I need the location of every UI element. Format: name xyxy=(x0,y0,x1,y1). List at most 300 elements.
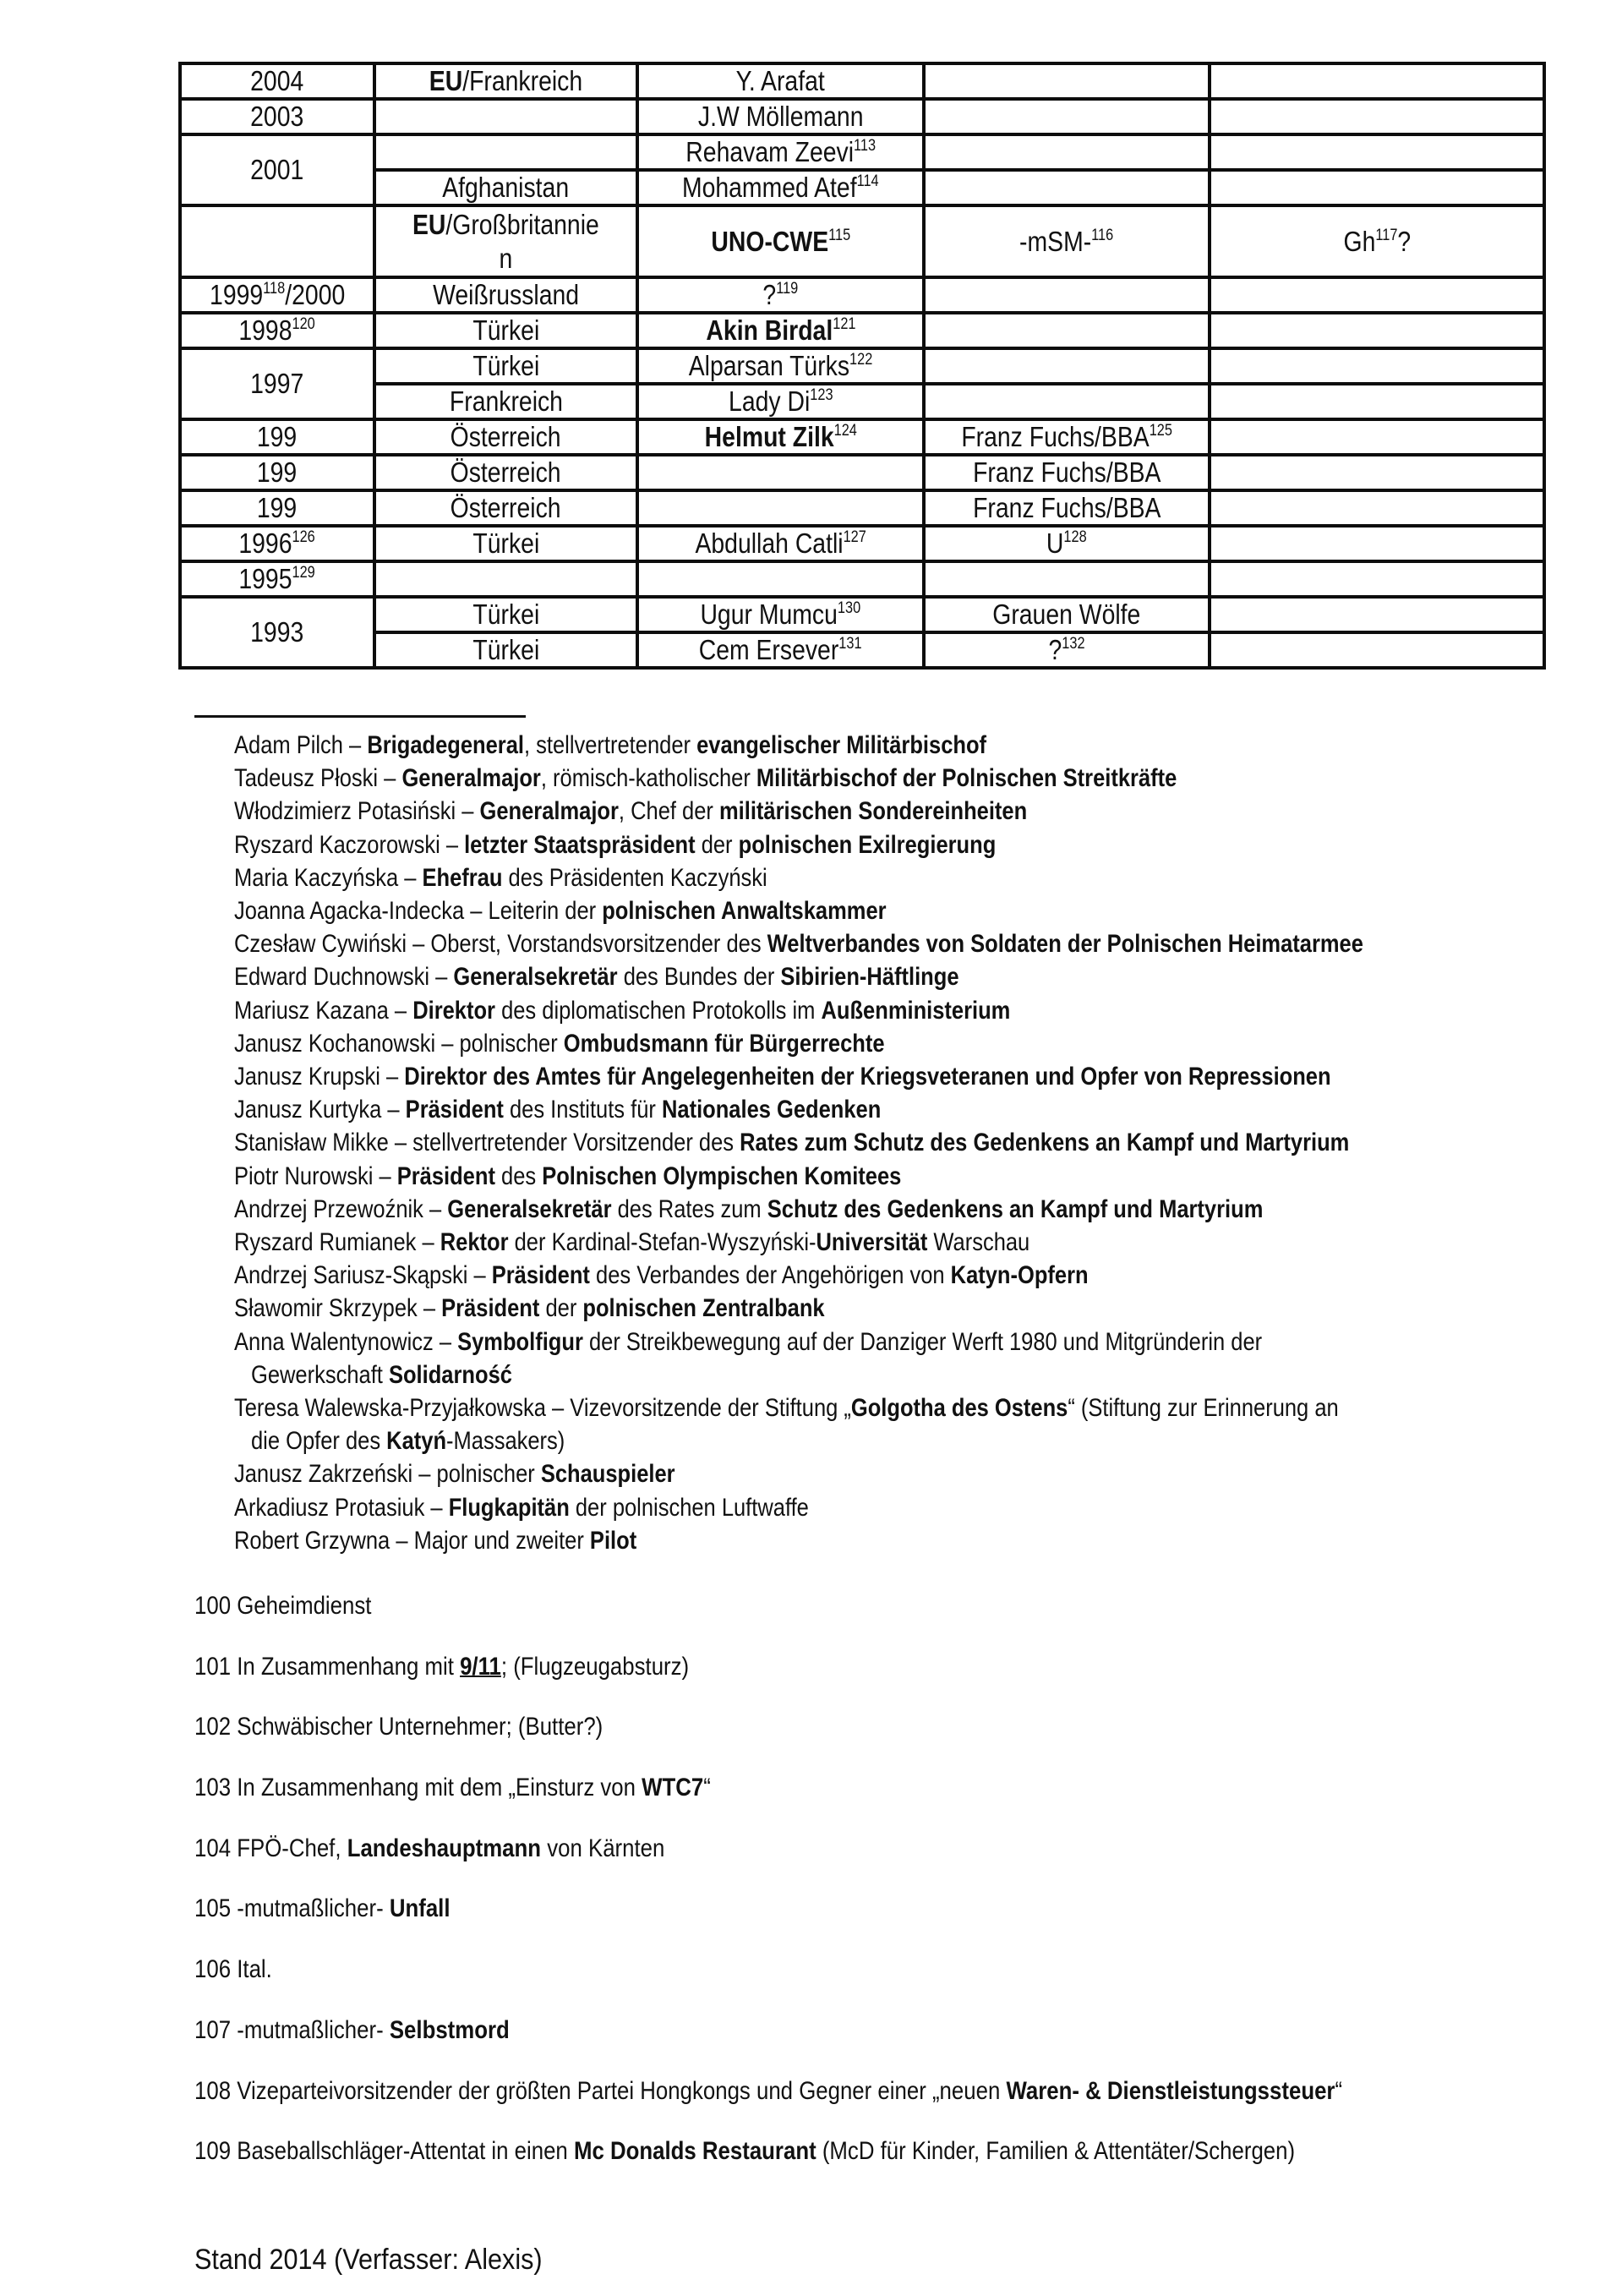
events-table xyxy=(178,62,1546,670)
footnote-ref: 130 xyxy=(838,599,861,617)
plain-text: In Zusammenhang mit xyxy=(237,1652,461,1681)
footnote-ref: 125 xyxy=(1149,422,1172,440)
note-cell xyxy=(1210,99,1544,134)
perpetrator-cell xyxy=(924,170,1210,205)
footnote-number: 101 xyxy=(194,1652,232,1681)
plain-text: Warschau xyxy=(927,1228,1030,1257)
victim-name: Tadeusz Płoski xyxy=(234,764,379,793)
footnote-number: 108 xyxy=(194,2076,232,2105)
victim-entry xyxy=(234,1292,1553,1325)
victim-entry-continued xyxy=(234,1424,1553,1457)
country-cell xyxy=(374,277,637,313)
perpetrator-cell xyxy=(924,632,1210,668)
perpetrator-cell xyxy=(924,99,1210,134)
year-text: 2004 xyxy=(250,65,304,96)
dash: – xyxy=(464,897,489,926)
year-text: 1995 xyxy=(238,563,292,594)
bold-text: Waren- & Dienstleistungssteuer xyxy=(1006,2076,1335,2105)
note-cell xyxy=(1210,632,1544,668)
country-cell xyxy=(374,313,637,348)
bold-text: Ombudsmann für Bürgerrechte xyxy=(563,1029,885,1058)
dash: – xyxy=(456,797,480,826)
victim-name: Andrzej Sariusz-Skąpski xyxy=(234,1261,468,1290)
table-row xyxy=(180,597,1544,632)
victim-name: Włodzimierz Potasiński xyxy=(234,797,456,826)
dash: – xyxy=(412,1460,437,1489)
dash: – xyxy=(416,1228,440,1257)
dash: – xyxy=(424,1493,449,1522)
footnote xyxy=(194,1710,1564,1771)
country-text: Weißrussland xyxy=(433,279,579,310)
victim-name: Joanna Agacka-Indecka xyxy=(234,897,465,926)
perpetrator-cell xyxy=(924,561,1210,597)
year-text: 1997 xyxy=(250,368,304,399)
year-text: 1993 xyxy=(250,616,304,648)
bold-text: Schauspieler xyxy=(540,1460,675,1489)
dash: – xyxy=(342,731,368,759)
footnote xyxy=(194,2075,1564,2135)
note-cell xyxy=(1210,561,1544,597)
person-cell xyxy=(637,561,924,597)
plain-text: FPÖ-Chef, xyxy=(237,1834,347,1862)
victim-entry xyxy=(234,1193,1553,1226)
bold-text: Nationales Gedenken xyxy=(661,1096,882,1124)
person-bold: Helmut Zilk xyxy=(704,421,834,452)
country-text: Türkei xyxy=(472,634,539,665)
country-cell xyxy=(374,348,637,384)
bold-text: Ehefrau xyxy=(422,863,503,892)
perpetrator-cell xyxy=(924,526,1210,561)
dash: – xyxy=(429,963,454,992)
country-text: /Großbritannie xyxy=(445,208,599,240)
plain-text: polnischer xyxy=(459,1029,564,1058)
dash: – xyxy=(423,1194,448,1223)
footnote-ref: 127 xyxy=(843,528,866,546)
bold-text: Mc Donalds Restaurant xyxy=(573,2137,816,2166)
dash: – xyxy=(417,1294,442,1323)
country-cell xyxy=(374,561,637,597)
dash: – xyxy=(390,1526,414,1555)
year-cell xyxy=(180,419,374,455)
country-text: Österreich xyxy=(451,456,561,488)
footnote-ref: 128 xyxy=(1063,528,1087,546)
dash: – xyxy=(378,764,402,793)
plain-text: des Bundes der xyxy=(617,963,781,992)
bold-text: Universität xyxy=(816,1228,928,1257)
victim-entry xyxy=(234,1093,1553,1126)
perpetrator-cell xyxy=(924,348,1210,384)
bold-text: Landeshauptmann xyxy=(347,1834,542,1862)
perpetrator-text: Franz Fuchs/BBA xyxy=(972,492,1161,523)
footnote xyxy=(194,1771,1564,1832)
footnote-ref: 126 xyxy=(292,528,316,546)
perpetrator-cell xyxy=(924,419,1210,455)
victim-name: Piotr Nurowski xyxy=(234,1162,374,1190)
plain-text: der xyxy=(695,830,739,859)
country-text: Türkei xyxy=(472,350,539,381)
victim-entry xyxy=(234,927,1553,960)
victim-name: Robert Grzywna xyxy=(234,1526,390,1555)
perpetrator-text: Franz Fuchs/BBA xyxy=(961,421,1150,452)
perpetrator-cell xyxy=(924,277,1210,313)
plain-text: der polnischen Luftwaffe xyxy=(569,1493,809,1522)
person-text: Cem Ersever xyxy=(699,634,839,665)
year-text: 199 xyxy=(257,492,298,523)
person-text: J.W Möllemann xyxy=(697,101,864,132)
plain-text: des Rates zum xyxy=(611,1194,767,1223)
bold-text: Golgotha des Ostens xyxy=(850,1394,1068,1423)
year-cell xyxy=(180,597,374,668)
perpetrator-text: U xyxy=(1046,528,1064,559)
footnote xyxy=(194,2135,1564,2195)
bold-text: Brigadegeneral xyxy=(367,731,524,759)
table-row xyxy=(180,348,1544,384)
year-cell xyxy=(180,277,374,313)
plain-text: der Streikbewegung auf der Danziger Werft 1980 und Mitgründerin der xyxy=(582,1327,1263,1356)
bold-text: Generalsekretär xyxy=(453,963,618,992)
country-text-wrap: n xyxy=(499,242,513,274)
year-text: 2001 xyxy=(250,154,304,185)
table-row xyxy=(180,526,1544,561)
footnote-number: 107 xyxy=(194,2015,232,2044)
note-cell xyxy=(1210,419,1544,455)
victim-name: Anna Walentynowicz xyxy=(234,1327,434,1356)
person-text: Rehavam Zeevi xyxy=(685,136,854,167)
bold-text: militärischen Sondereinheiten xyxy=(718,797,1028,826)
person-cell xyxy=(637,170,924,205)
plain-text: Schwäbischer Unternehmer; (Butter?) xyxy=(237,1713,603,1741)
footnote-ref: 114 xyxy=(856,172,879,190)
bold-text: Weltverbandes von Soldaten der Polnischen Heimatarmee xyxy=(767,930,1363,959)
victim-entry xyxy=(234,960,1553,993)
person-cell xyxy=(637,99,924,134)
footnote-ref: 116 xyxy=(1091,226,1114,244)
bold-text: Präsident xyxy=(405,1096,504,1124)
person-cell xyxy=(637,632,924,668)
footnote-number: 100 xyxy=(194,1592,232,1620)
bold-text: Katyn-Opfern xyxy=(950,1261,1089,1290)
table-row xyxy=(180,134,1544,170)
bold-text: Generalmajor xyxy=(479,797,619,826)
country-text: Österreich xyxy=(451,492,561,523)
bold-text: Generalmajor xyxy=(401,764,541,793)
dash: – xyxy=(380,1063,405,1091)
perpetrator-cell xyxy=(924,384,1210,419)
plain-text: -mutmaßlicher- xyxy=(237,1894,390,1923)
victim-entry xyxy=(234,1027,1553,1060)
victim-entry-continued xyxy=(234,1358,1553,1391)
dash: – xyxy=(435,1029,460,1058)
country-cell xyxy=(374,490,637,526)
bold-text: polnischen Zentralbank xyxy=(582,1294,825,1323)
dash: – xyxy=(388,996,413,1025)
bold-text: Pilot xyxy=(589,1526,637,1555)
country-text: /Frankreich xyxy=(462,65,583,96)
footnote xyxy=(194,1589,1564,1650)
country-text: Österreich xyxy=(451,421,561,452)
victim-name: Stanisław Mikke xyxy=(234,1129,389,1157)
victim-name: Janusz Zakrzeński xyxy=(234,1460,413,1489)
footnote-ref: 113 xyxy=(853,137,876,155)
note-cell xyxy=(1210,170,1544,205)
bold-text: Präsident xyxy=(441,1294,540,1323)
victim-entry xyxy=(234,1226,1553,1259)
note-cell xyxy=(1210,597,1544,632)
plain-text: Leiterin der xyxy=(488,897,603,926)
person-cell xyxy=(637,490,924,526)
perpetrator-cell xyxy=(924,313,1210,348)
victim-entry xyxy=(234,994,1553,1027)
country-cell xyxy=(374,170,637,205)
plain-text: der Kardinal-Stefan-Wyszyński- xyxy=(508,1228,816,1257)
plain-text: In Zusammenhang mit dem „Einsturz von xyxy=(237,1774,642,1802)
footnote xyxy=(194,1892,1564,1953)
note-cell xyxy=(1210,277,1544,313)
victim-entry xyxy=(234,1524,1553,1557)
person-cell xyxy=(637,597,924,632)
victim-name: Ryszard Kaczorowski xyxy=(234,830,440,859)
person-cell xyxy=(637,348,924,384)
victims-list xyxy=(234,729,1553,1557)
bold-text: Polnischen Olympischen Komitees xyxy=(542,1162,902,1190)
footnote-ref: 115 xyxy=(827,226,850,244)
country-cell xyxy=(374,632,637,668)
document-footer xyxy=(194,2243,581,2277)
note-cell xyxy=(1210,134,1544,170)
year-text: 2003 xyxy=(250,101,304,132)
person-cell xyxy=(637,526,924,561)
note-cell xyxy=(1210,526,1544,561)
victim-entry xyxy=(234,1060,1553,1093)
note-cell xyxy=(1210,313,1544,348)
note-cell xyxy=(1210,384,1544,419)
person-cell xyxy=(637,134,924,170)
person-bold: Akin Birdal xyxy=(705,314,833,346)
year-cell xyxy=(180,99,374,134)
victim-name: Czesław Cywiński xyxy=(234,930,407,959)
dash: – xyxy=(373,1162,397,1190)
footnote xyxy=(194,2014,1564,2075)
plain-text: (McD für Kinder, Familien & Attentäter/Schergen) xyxy=(816,2137,1296,2166)
table-row xyxy=(180,99,1544,134)
plain-text: Geheimdienst xyxy=(237,1592,372,1620)
table-row xyxy=(180,63,1544,99)
perpetrator-cell xyxy=(924,205,1210,277)
country-text: Türkei xyxy=(472,599,539,630)
note-cell xyxy=(1210,348,1544,384)
country-text: Frankreich xyxy=(449,385,563,417)
note-text: Gh xyxy=(1343,225,1376,257)
person-text: Ugur Mumcu xyxy=(700,599,838,630)
plain-text: , stellvertretender xyxy=(523,731,697,759)
bold-text: Schutz des Gedenkens an Kampf und Martyrium xyxy=(767,1194,1264,1223)
victim-name: Sławomir Skrzypek xyxy=(234,1294,418,1323)
bold-text: Rates zum Schutz des Gedenkens an Kampf und Martyrium xyxy=(740,1129,1350,1157)
footnote-ref: 119 xyxy=(776,280,799,298)
dash: – xyxy=(467,1261,492,1290)
year-text: 199 xyxy=(257,456,298,488)
year-cell xyxy=(180,455,374,490)
bold-text: Präsident xyxy=(491,1261,590,1290)
plain-text: “ (Stiftung zur Erinnerung an xyxy=(1068,1394,1339,1423)
country-text: Türkei xyxy=(472,528,539,559)
dash: – xyxy=(433,1327,458,1356)
footnote-ref: 124 xyxy=(833,422,857,440)
country-cell xyxy=(374,384,637,419)
victim-name: Ryszard Rumianek xyxy=(234,1228,417,1257)
person-text: Abdullah Catli xyxy=(695,528,844,559)
note-suffix: ? xyxy=(1397,225,1411,257)
perpetrator-cell xyxy=(924,455,1210,490)
bold-text: Flugkapitän xyxy=(448,1493,570,1522)
country-bold: EU xyxy=(412,208,446,240)
country-text: Afghanistan xyxy=(442,172,570,203)
note-cell xyxy=(1210,455,1544,490)
footnote-ref: 123 xyxy=(809,386,833,404)
year-text: 1999 xyxy=(209,279,264,310)
footnote xyxy=(194,1650,1564,1711)
victim-entry xyxy=(234,1457,1553,1490)
country-cell xyxy=(374,526,637,561)
year-text: 1996 xyxy=(238,528,292,559)
bold-text: Direktor xyxy=(412,996,495,1025)
victim-entry xyxy=(234,894,1553,927)
victim-name: Andrzej Przewoźnik xyxy=(234,1194,423,1223)
victim-name: Teresa Walewska-Przyjałkowska xyxy=(234,1394,546,1423)
victim-name: Janusz Krupski xyxy=(234,1063,380,1091)
bold-text: WTC7 xyxy=(642,1774,704,1802)
footnote-ref: 118 xyxy=(263,280,286,298)
victim-name: Maria Kaczyńska xyxy=(234,863,399,892)
footnote-number: 104 xyxy=(194,1834,232,1862)
plain-text: Vizevorsitzende der Stiftung „ xyxy=(570,1394,851,1423)
year-cell xyxy=(180,348,374,419)
perpetrator-cell xyxy=(924,134,1210,170)
footnote-ref: 121 xyxy=(832,315,856,333)
plain-text: Ital. xyxy=(237,1955,272,1984)
bold-text: Solidarność xyxy=(388,1360,512,1389)
person-bold: UNO-CWE xyxy=(711,225,828,257)
plain-text: polnischer xyxy=(436,1460,541,1489)
plain-text: Baseballschläger-Attentat in einen xyxy=(237,2137,574,2166)
bold-text: Symbolfigur xyxy=(457,1327,583,1356)
bold-text: Katyń xyxy=(386,1427,447,1456)
bold-text: Direktor des Amtes für Angelegenheiten der Kriegsveteranen und Opfer von Repressionen xyxy=(404,1063,1331,1091)
year-cell xyxy=(180,561,374,597)
victim-entry xyxy=(234,1259,1553,1292)
footnote-number: 102 xyxy=(194,1713,232,1741)
table-row xyxy=(180,561,1544,597)
victim-name: Janusz Kochanowski xyxy=(234,1029,436,1058)
footnote-ref: 120 xyxy=(292,315,316,333)
victim-entry xyxy=(234,1491,1553,1524)
bold-text: Sibirien-Häftlinge xyxy=(780,963,959,992)
year-suffix: /2000 xyxy=(285,279,346,310)
plain-text: der xyxy=(539,1294,583,1323)
person-cell xyxy=(637,419,924,455)
person-cell xyxy=(637,277,924,313)
year-text: 1998 xyxy=(238,314,292,346)
plain-text: stellvertretender Vorsitzender des xyxy=(412,1129,740,1157)
person-cell xyxy=(637,455,924,490)
person-text: Y. Arafat xyxy=(735,65,826,96)
year-cell xyxy=(180,526,374,561)
bold-text: Militärbischof der Polnischen Streitkräfte xyxy=(756,764,1177,793)
victim-name: Mariusz Kazana xyxy=(234,996,389,1025)
footer-text: Stand 2014 (Verfasser: Alexis) xyxy=(194,2244,543,2276)
year-cell xyxy=(180,205,374,277)
dash: – xyxy=(545,1394,571,1423)
person-text: ? xyxy=(762,279,777,310)
table-row xyxy=(180,170,1544,205)
year-cell xyxy=(180,134,374,205)
victim-entry xyxy=(234,828,1553,861)
table-row xyxy=(180,277,1544,313)
footnote xyxy=(194,1953,1564,2014)
footnote-number: 103 xyxy=(194,1774,232,1802)
bold-text: Präsident xyxy=(396,1162,495,1190)
plain-text: Gewerkschaft xyxy=(251,1360,389,1389)
plain-text: des Verbandes der Angehörigen von xyxy=(589,1261,951,1290)
perpetrator-cell xyxy=(924,490,1210,526)
plain-text: -mutmaßlicher- xyxy=(237,2015,390,2044)
table-row xyxy=(180,313,1544,348)
victim-entry xyxy=(234,729,1553,762)
country-cell xyxy=(374,205,637,277)
table-row xyxy=(180,455,1544,490)
bold-text: letzter Staatspräsident xyxy=(464,830,696,859)
footnote-ref: 132 xyxy=(1062,635,1085,653)
victim-name: Edward Duchnowski xyxy=(234,963,430,992)
plain-text: -Massakers) xyxy=(446,1427,565,1456)
plain-text: von Kärnten xyxy=(541,1834,665,1862)
plain-text: , Chef der xyxy=(618,797,719,826)
dash: – xyxy=(388,1129,413,1157)
bold-text: polnischen Exilregierung xyxy=(738,830,997,859)
person-cell xyxy=(637,63,924,99)
country-cell xyxy=(374,63,637,99)
footnote-number: 106 xyxy=(194,1955,232,1984)
victim-name: Arkadiusz Protasiuk xyxy=(234,1493,425,1522)
person-cell xyxy=(637,313,924,348)
plain-text: ; (Flugzeugabsturz) xyxy=(500,1652,690,1681)
plain-text: des Instituts für xyxy=(503,1096,662,1124)
bold-text: Außenministerium xyxy=(821,996,1011,1025)
dash: – xyxy=(398,863,423,892)
plain-text: “ xyxy=(703,1774,711,1802)
plain-text: des diplomatischen Protokolls im xyxy=(494,996,822,1025)
bold-text: Unfall xyxy=(389,1894,451,1923)
country-cell xyxy=(374,99,637,134)
plain-text: Major und zweiter xyxy=(413,1526,590,1555)
perpetrator-text: -mSM- xyxy=(1019,225,1092,257)
footnote xyxy=(194,1832,1564,1893)
table-row xyxy=(180,384,1544,419)
footnote-ref: 117 xyxy=(1375,226,1398,244)
perpetrator-cell xyxy=(924,597,1210,632)
victim-entry xyxy=(234,795,1553,828)
table-row xyxy=(180,490,1544,526)
victim-entry xyxy=(234,1160,1553,1193)
victim-entry xyxy=(234,861,1553,894)
person-cell xyxy=(637,384,924,419)
year-text: 199 xyxy=(257,421,298,452)
footnotes-list xyxy=(194,1589,1564,2195)
plain-text: , römisch-katholischer xyxy=(540,764,756,793)
year-cell xyxy=(180,63,374,99)
note-cell xyxy=(1210,490,1544,526)
note-cell xyxy=(1210,205,1544,277)
